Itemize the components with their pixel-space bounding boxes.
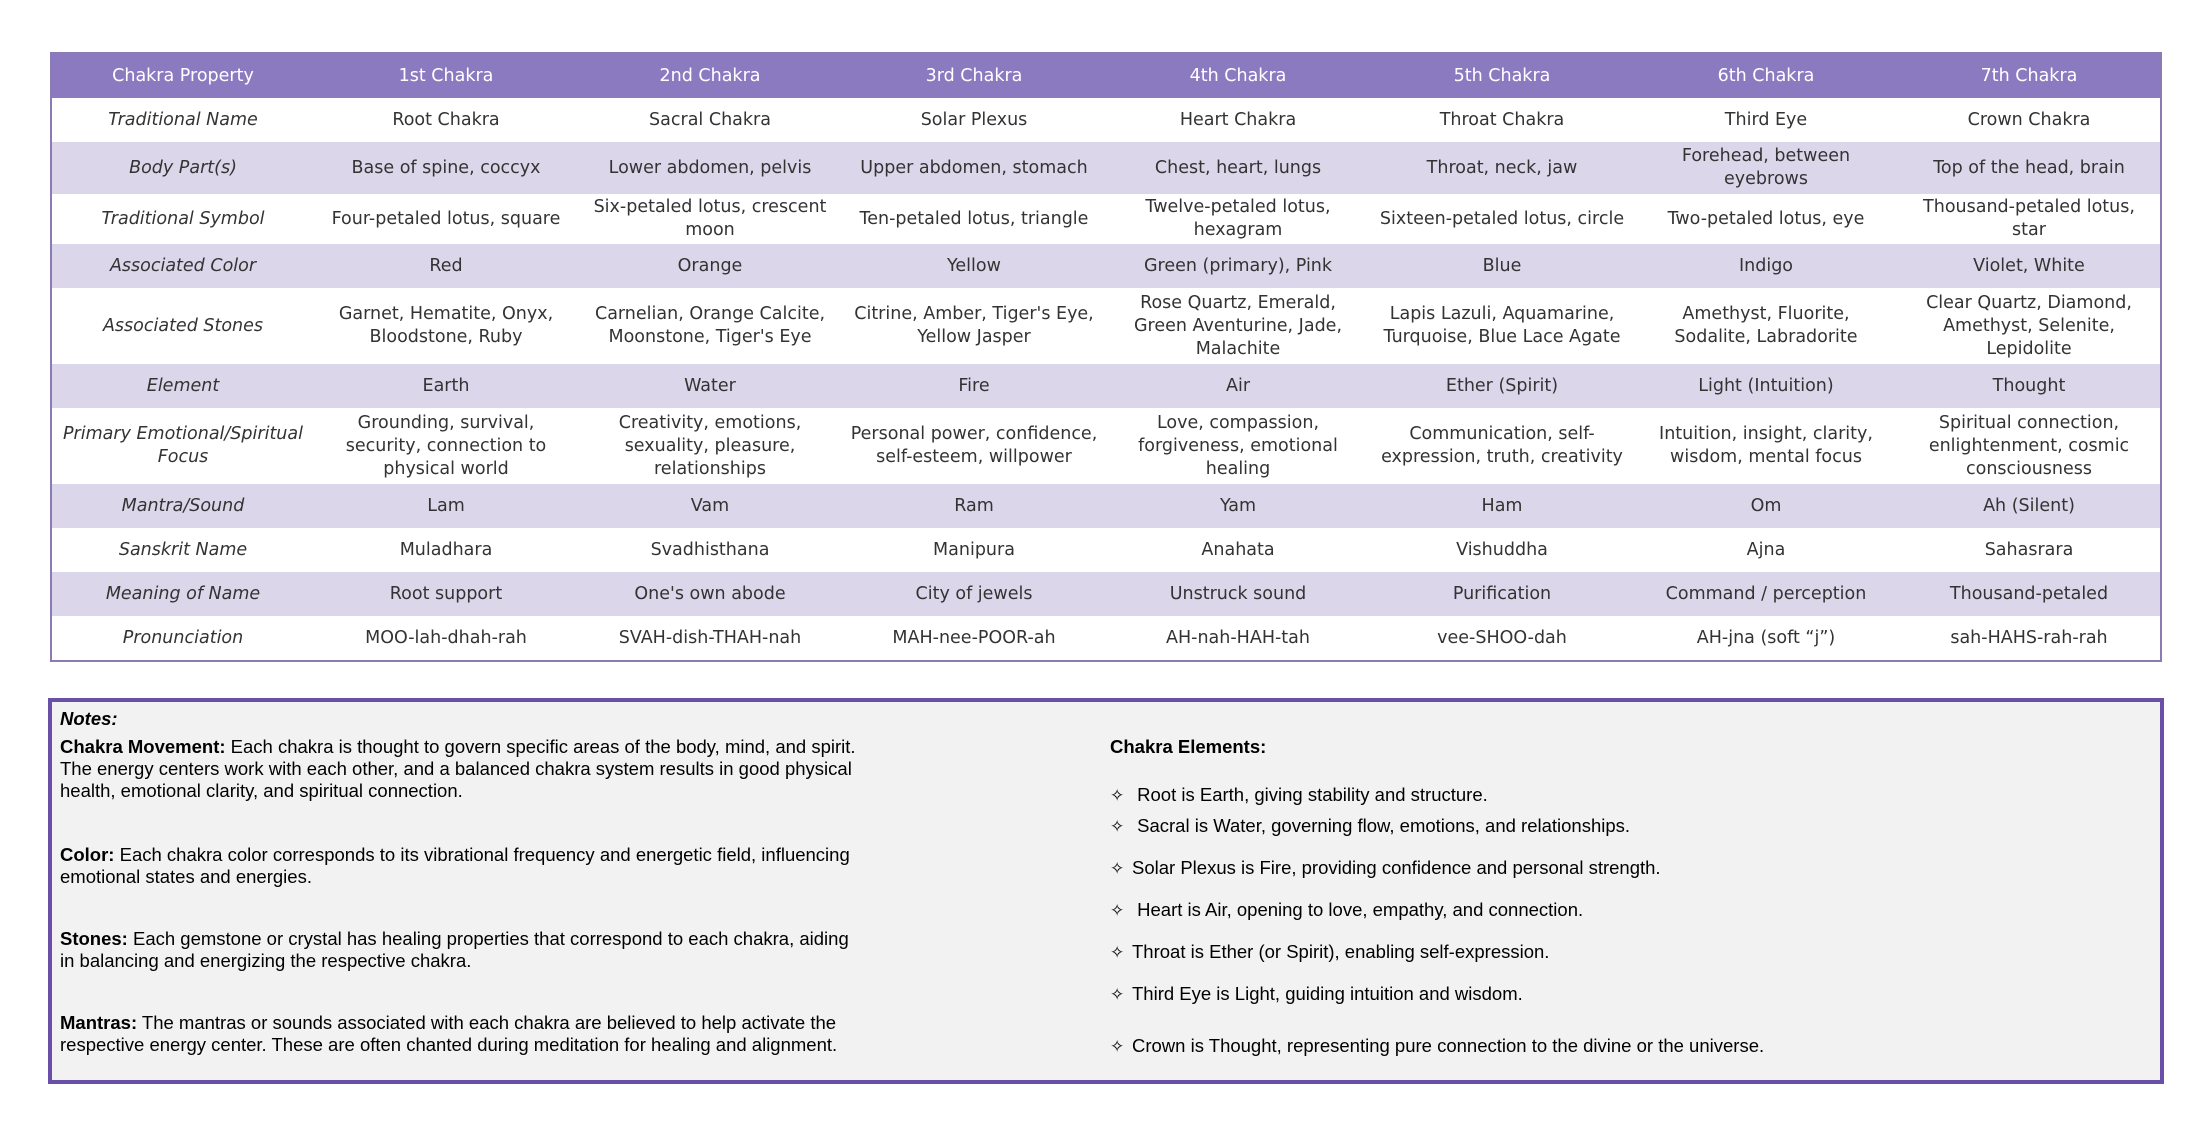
- table-cell: Lam: [314, 484, 578, 528]
- table-cell: Yam: [1106, 484, 1370, 528]
- table-cell: Ten-petaled lotus, triangle: [842, 194, 1106, 244]
- table-cell: Root Chakra: [314, 98, 578, 142]
- table-cell: Love, compassion, forgiveness, emotional healing: [1106, 408, 1370, 484]
- row-property-label: Body Part(s): [52, 142, 314, 194]
- table-cell: Yellow: [842, 244, 1106, 288]
- note-label: Stones:: [60, 928, 128, 949]
- table-cell: Svadhisthana: [578, 528, 842, 572]
- table-cell: Ah (Silent): [1898, 484, 2160, 528]
- table-cell: Sacral Chakra: [578, 98, 842, 142]
- table-cell: City of jewels: [842, 572, 1106, 616]
- table-row: [52, 194, 2160, 244]
- row-property-label: Pronunciation: [52, 616, 314, 660]
- column-header: 1st Chakra: [314, 54, 578, 98]
- table-cell: Heart Chakra: [1106, 98, 1370, 142]
- row-property-label: Mantra/Sound: [52, 484, 314, 528]
- column-header: 5th Chakra: [1370, 54, 1634, 98]
- note-chakra-movement: [60, 736, 860, 802]
- row-property-label: Traditional Symbol: [52, 194, 314, 244]
- sparkle-icon: ✧: [1110, 901, 1125, 920]
- table-cell: Earth: [314, 364, 578, 408]
- table-cell: Root support: [314, 572, 578, 616]
- table-row: [52, 98, 2160, 142]
- table-cell: Carnelian, Orange Calcite, Moonstone, Tiger's Eye: [578, 288, 842, 364]
- notes-heading: Notes:: [60, 708, 118, 729]
- row-property-label: Primary Emotional/Spiritual Focus: [52, 408, 314, 484]
- table-cell: One's own abode: [578, 572, 842, 616]
- table-cell: Air: [1106, 364, 1370, 408]
- element-item-root: ✧ Root is Earth, giving stability and structure.: [1110, 784, 1488, 805]
- table-cell: Sixteen-petaled lotus, circle: [1370, 194, 1634, 244]
- chakra-table: [52, 54, 2160, 660]
- table-cell: Ham: [1370, 484, 1634, 528]
- table-cell: Six-petaled lotus, crescent moon: [578, 194, 842, 244]
- table-cell: Om: [1634, 484, 1898, 528]
- element-item-heart: ✧ Heart is Air, opening to love, empathy, and connection.: [1110, 899, 1584, 920]
- element-item-throat: ✧ Throat is Ether (or Spirit), enabling self-expression.: [1110, 941, 1550, 962]
- table-cell: Vam: [578, 484, 842, 528]
- sparkle-icon: ✧: [1110, 985, 1125, 1004]
- table-cell: Water: [578, 364, 842, 408]
- row-property-label: Associated Color: [52, 244, 314, 288]
- table-cell: Garnet, Hematite, Onyx, Bloodstone, Ruby: [314, 288, 578, 364]
- note-text: Each chakra color corresponds to its vibrational frequency and energetic field, influencing emotional states and energies.: [60, 844, 850, 887]
- note-label: Mantras:: [60, 1012, 138, 1033]
- table-cell: MOO-lah-dhah-rah: [314, 616, 578, 660]
- table-cell: Thousand-petaled lotus, star: [1898, 194, 2160, 244]
- column-header: 7th Chakra: [1898, 54, 2160, 98]
- table-cell: Crown Chakra: [1898, 98, 2160, 142]
- table-cell: Two-petaled lotus, eye: [1634, 194, 1898, 244]
- table-cell: Command / perception: [1634, 572, 1898, 616]
- table-cell: vee-SHOO-dah: [1370, 616, 1634, 660]
- note-text: Each chakra is thought to govern specific areas of the body, mind, and spirit. The energy centers work with each other, and a balanced chakra system results in good physical health, emotional clarity, and spiritual connection.: [60, 736, 856, 801]
- row-property-label: Element: [52, 364, 314, 408]
- element-item-crown: ✧ Crown is Thought, representing pure connection to the divine or the universe.: [1110, 1035, 1765, 1056]
- elements-heading: Chakra Elements:: [1110, 736, 1267, 757]
- table-cell: Light (Intuition): [1634, 364, 1898, 408]
- table-cell: SVAH-dish-THAH-nah: [578, 616, 842, 660]
- table-cell: Manipura: [842, 528, 1106, 572]
- table-cell: Clear Quartz, Diamond, Amethyst, Selenite, Lepidolite: [1898, 288, 2160, 364]
- table-cell: Violet, White: [1898, 244, 2160, 288]
- table-cell: Twelve-petaled lotus, hexagram: [1106, 194, 1370, 244]
- row-property-label: Sanskrit Name: [52, 528, 314, 572]
- column-header: Chakra Property: [52, 54, 314, 98]
- table-row: [52, 616, 2160, 660]
- table-cell: Muladhara: [314, 528, 578, 572]
- column-header: 3rd Chakra: [842, 54, 1106, 98]
- table-cell: Spiritual connection, enlightenment, cosmic consciousness: [1898, 408, 2160, 484]
- row-property-label: Associated Stones: [52, 288, 314, 364]
- table-cell: Blue: [1370, 244, 1634, 288]
- table-cell: Chest, heart, lungs: [1106, 142, 1370, 194]
- table-row: [52, 528, 2160, 572]
- table-cell: Citrine, Amber, Tiger's Eye, Yellow Jasper: [842, 288, 1106, 364]
- note-color: [60, 844, 860, 888]
- sparkle-icon: ✧: [1110, 786, 1125, 805]
- table-cell: Throat Chakra: [1370, 98, 1634, 142]
- table-cell: Forehead, between eyebrows: [1634, 142, 1898, 194]
- note-mantras: [60, 1012, 860, 1056]
- table-cell: Green (primary), Pink: [1106, 244, 1370, 288]
- table-cell: Purification: [1370, 572, 1634, 616]
- table-cell: Lower abdomen, pelvis: [578, 142, 842, 194]
- table-cell: Four-petaled lotus, square: [314, 194, 578, 244]
- table-cell: Solar Plexus: [842, 98, 1106, 142]
- table-cell: Communication, self-expression, truth, creativity: [1370, 408, 1634, 484]
- table-row: [52, 484, 2160, 528]
- column-header: 2nd Chakra: [578, 54, 842, 98]
- table-cell: Grounding, survival, security, connection to physical world: [314, 408, 578, 484]
- table-cell: sah-HAHS-rah-rah: [1898, 616, 2160, 660]
- table-row: [52, 288, 2160, 364]
- chakra-table-container: [50, 52, 2162, 662]
- table-cell: Anahata: [1106, 528, 1370, 572]
- table-cell: Ether (Spirit): [1370, 364, 1634, 408]
- table-cell: Sahasrara: [1898, 528, 2160, 572]
- table-cell: Thousand-petaled: [1898, 572, 2160, 616]
- note-label: Chakra Movement:: [60, 736, 226, 757]
- table-cell: Red: [314, 244, 578, 288]
- row-property-label: Meaning of Name: [52, 572, 314, 616]
- row-property-label: Traditional Name: [52, 98, 314, 142]
- sparkle-icon: ✧: [1110, 859, 1125, 878]
- sparkle-icon: ✧: [1110, 817, 1125, 836]
- note-text: The mantras or sounds associated with each chakra are believed to help activate the respective energy center. These are often chanted during meditation for healing and alignment.: [60, 1012, 838, 1055]
- table-cell: Thought: [1898, 364, 2160, 408]
- notes-panel: [48, 698, 2164, 1084]
- table-cell: Fire: [842, 364, 1106, 408]
- note-label: Color:: [60, 844, 115, 865]
- table-cell: Amethyst, Fluorite, Sodalite, Labradorite: [1634, 288, 1898, 364]
- table-cell: MAH-nee-POOR-ah: [842, 616, 1106, 660]
- sparkle-icon: ✧: [1110, 1037, 1125, 1056]
- column-header: 4th Chakra: [1106, 54, 1370, 98]
- table-cell: Orange: [578, 244, 842, 288]
- table-cell: Ajna: [1634, 528, 1898, 572]
- table-cell: Unstruck sound: [1106, 572, 1370, 616]
- table-cell: Ram: [842, 484, 1106, 528]
- table-cell: AH-nah-HAH-tah: [1106, 616, 1370, 660]
- sparkle-icon: ✧: [1110, 943, 1125, 962]
- table-cell: Top of the head, brain: [1898, 142, 2160, 194]
- table-row: [52, 364, 2160, 408]
- table-cell: Lapis Lazuli, Aquamarine, Turquoise, Blue Lace Agate: [1370, 288, 1634, 364]
- table-row: [52, 244, 2160, 288]
- element-item-third-eye: ✧ Third Eye is Light, guiding intuition and wisdom.: [1110, 983, 1523, 1004]
- table-row: [52, 142, 2160, 194]
- table-cell: Creativity, emotions, sexuality, pleasure, relationships: [578, 408, 842, 484]
- table-cell: Vishuddha: [1370, 528, 1634, 572]
- table-cell: Personal power, confidence, self-esteem, willpower: [842, 408, 1106, 484]
- note-stones: [60, 928, 860, 972]
- column-header: 6th Chakra: [1634, 54, 1898, 98]
- table-cell: Third Eye: [1634, 98, 1898, 142]
- table-cell: Base of spine, coccyx: [314, 142, 578, 194]
- note-text: Each gemstone or crystal has healing properties that correspond to each chakra, aiding in balancing and energizing the respective chakra.: [60, 928, 849, 971]
- table-header-row: [52, 54, 2160, 98]
- table-cell: Rose Quartz, Emerald, Green Aventurine, Jade, Malachite: [1106, 288, 1370, 364]
- table-cell: Upper abdomen, stomach: [842, 142, 1106, 194]
- table-row: [52, 408, 2160, 484]
- element-item-sacral: ✧ Sacral is Water, governing flow, emotions, and relationships.: [1110, 815, 1631, 836]
- table-cell: AH-jna (soft “j”): [1634, 616, 1898, 660]
- element-item-solar-plexus: ✧ Solar Plexus is Fire, providing confidence and personal strength.: [1110, 857, 1661, 878]
- table-row: [52, 572, 2160, 616]
- table-cell: Indigo: [1634, 244, 1898, 288]
- table-cell: Throat, neck, jaw: [1370, 142, 1634, 194]
- table-cell: Intuition, insight, clarity, wisdom, mental focus: [1634, 408, 1898, 484]
